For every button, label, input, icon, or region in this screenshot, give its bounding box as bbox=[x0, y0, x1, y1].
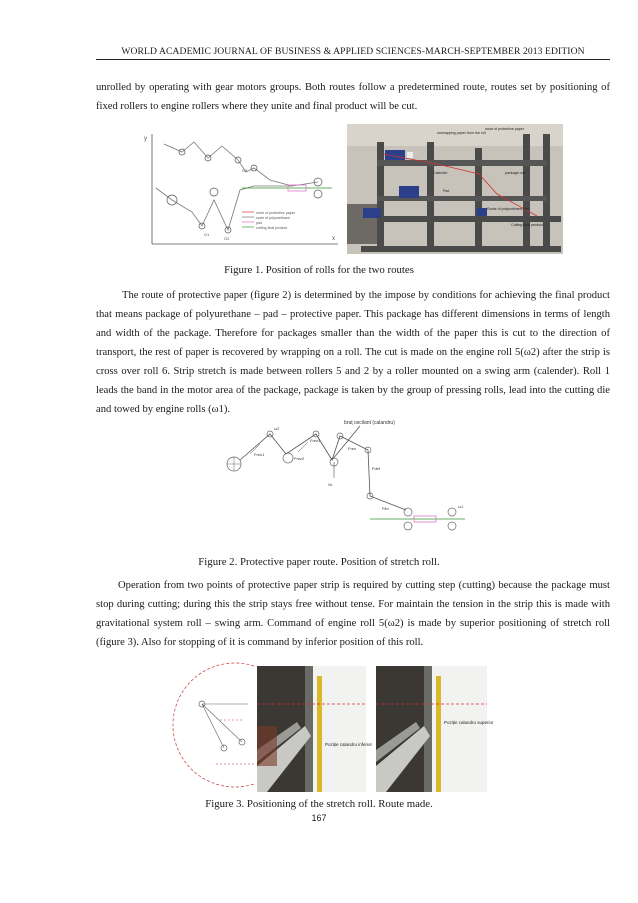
fig1-photo-label: Calender bbox=[433, 171, 448, 175]
fig2-gravity-label: Gr bbox=[328, 482, 333, 487]
paragraph-1: unrolled by operating with gear motors groups. Both routes follow a predetermined route, routes set by positioning of fixed rollers to engine rollers where they unite and final product will be cut. bbox=[96, 82, 610, 112]
figure-1-diagram bbox=[142, 130, 340, 248]
fig1-x-axis-label: x bbox=[332, 236, 335, 242]
fig2-force-label: Frez3 bbox=[310, 438, 321, 443]
fig2-force-label: Frez1 bbox=[254, 452, 265, 457]
fig1-legend-item: pad bbox=[256, 221, 262, 225]
fig1-roll-label: G3 bbox=[242, 168, 248, 173]
fig2-arm-label: braț oscilant (calandru) bbox=[344, 420, 395, 426]
figure-2-caption: Figure 2. Protective paper route. Position of stretch roll. bbox=[198, 556, 440, 568]
fig1-legend-item: cutting final product bbox=[256, 226, 288, 230]
fig3-photo-label: Poziție calandru inferior bbox=[325, 742, 373, 747]
journal-header: WORLD ACADEMIC JOURNAL OF BUSINESS & APPLIED SCIENCES-MARCH-SEPTEMBER 2013 EDITION bbox=[121, 46, 585, 57]
figure-1-caption: Figure 1. Position of rolls for the two routes bbox=[224, 264, 414, 276]
page-number: 167 bbox=[311, 813, 327, 823]
fig2-force-label: Ffin bbox=[382, 506, 389, 511]
fig1-legend bbox=[242, 211, 296, 230]
fig3-photo-label: Poziție calandru superior bbox=[444, 720, 494, 725]
fig1-photo-label: Pad bbox=[443, 189, 450, 193]
figure-1-photo bbox=[347, 124, 563, 254]
fig1-photo-label: route of protective paper bbox=[485, 127, 524, 131]
fig1-photo-label: package row bbox=[505, 171, 526, 175]
fig2-omega-label: ω1 bbox=[458, 504, 464, 509]
paragraph-2: The route of protective paper (figure 2) is determined by the impose by conditions for achieving the final product that means package of polyurethane – pad – protective paper. This package has different dimensions in terms of length and width of the package. Therefore for packages smaller than the width of the paper this is cut to the direction of transport, the rest of paper is recovered by wrapping on a roll. The cut is made on the engine roll 5(ω2) after the strip is cross over roll 6. Strip stretch is made between rollers 5 and 2 by a roller mounted on a swing arm (calender). Roll 1 leads the band in the motor area of the package, package is taken by the group of pressing rolls, lead into the cutting die and towed by engine rolls (ω1). bbox=[96, 290, 610, 415]
fig2-force-label: Frez2 bbox=[294, 456, 305, 461]
header-rule bbox=[96, 59, 610, 60]
fig2-force-label: Frez bbox=[348, 446, 356, 451]
figure-2-diagram bbox=[220, 414, 470, 534]
fig1-photo-label: Route of polyurethane film bbox=[487, 207, 529, 211]
figure-3-photo-inferior bbox=[257, 666, 373, 792]
fig1-legend-item: route of protective paper bbox=[256, 211, 295, 215]
fig1-y-axis-label: y bbox=[144, 136, 147, 142]
fig1-legend-item: route of polyurethane bbox=[256, 216, 290, 220]
figure-3-caption: Figure 3. Positioning of the stretch roll. Route made. bbox=[205, 798, 433, 810]
fig2-force-label: Fdef bbox=[372, 466, 381, 471]
fig1-roll-label: G1 bbox=[204, 232, 210, 237]
paragraph-3: Operation from two points of protective paper strip is required by cutting step (cutting) because the package must stop during cutting; during this the strip stays free without tense. For maintain the tension in the strip this is made with gravitational system roll – swing arm. Command of engine roll 5(ω2) is made by superior positioning of stretch roll (figure 3). Also for stopping of it is command by inferior position of this roll. bbox=[96, 580, 610, 648]
fig1-roll-label: G2 bbox=[224, 236, 230, 241]
fig2-omega-label: ω2 bbox=[274, 426, 280, 431]
fig1-photo-label: Cutting final product bbox=[511, 223, 543, 227]
figure-3-diagram bbox=[158, 660, 258, 790]
figure-3-photo-superior bbox=[376, 666, 494, 792]
fig1-photo-label: unwrapping paper from the roll bbox=[437, 131, 486, 135]
